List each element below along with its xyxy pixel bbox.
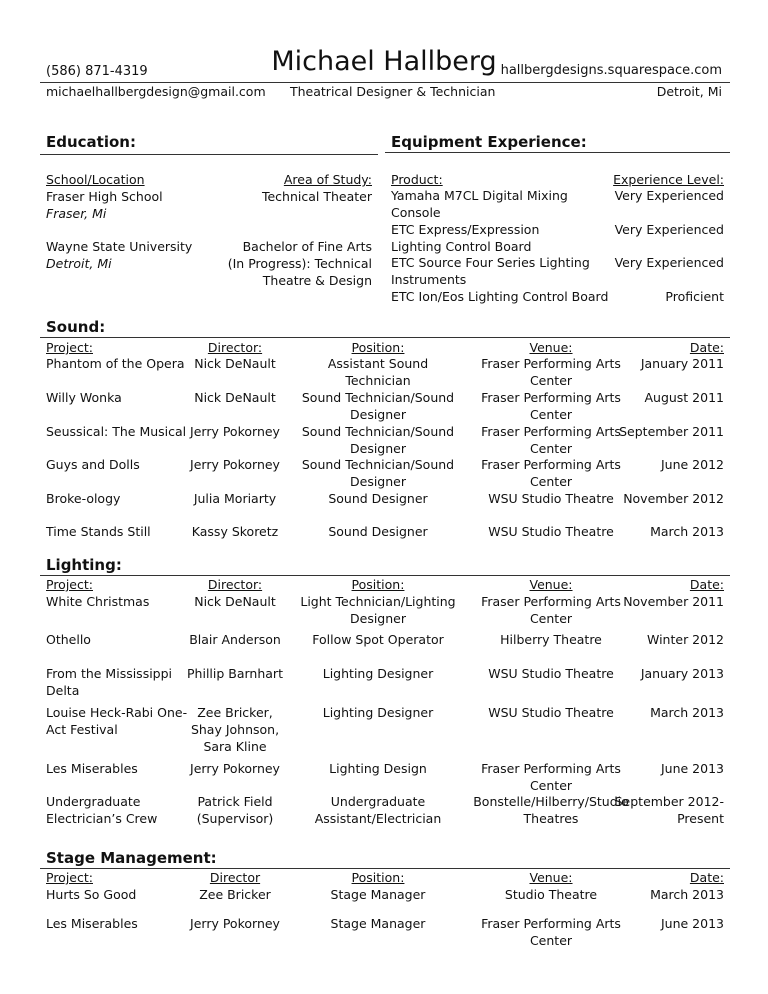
lighting-position: Lighting Designer [322,666,434,681]
stage-project: Hurts So Good [46,887,137,902]
lighting-director: Jerry Pokorney [190,761,280,776]
lighting-venue: Fraser Performing Arts Center [481,761,621,793]
sound-date: June 2012 [660,457,724,472]
stage-date: June 2013 [660,916,724,931]
sound-venue: WSU Studio Theatre [488,491,614,506]
lighting-date: September 2012- Present [614,794,724,826]
sound-project: Time Stands Still [46,524,151,539]
lighting-venue: Fraser Performing Arts Center [481,594,621,626]
sound-position: Sound Technician/Sound Designer [301,457,455,489]
lighting-director: Phillip Barnhart [187,666,283,681]
sound-project: Broke-ology [46,491,121,506]
sound-heading: Sound: [46,318,106,336]
lighting-venue: Hilberry Theatre [500,632,602,647]
stage-col-venue: Venue: [529,870,573,885]
lighting-director: Zee Bricker, Shay Johnson, Sara Kline [190,705,280,754]
lighting-date: March 2013 [650,705,724,720]
sound-rule [40,337,730,338]
sound-date: January 2011 [640,356,724,371]
sound-col-venue: Venue: [529,340,573,355]
lighting-position: Lighting Design [329,761,427,776]
stage-col-project: Project: [46,870,93,885]
job-title: Theatrical Designer & Technician [290,84,496,99]
lighting-project: White Christmas [46,594,150,609]
equipment-level: Very Experienced [614,255,724,270]
stage-director: Zee Bricker [199,887,271,902]
lighting-position: Undergraduate Assistant/Electrician [314,794,442,826]
sound-col-director: Director: [207,340,263,355]
lighting-position: Follow Spot Operator [312,632,444,647]
lighting-position: Lighting Designer [322,705,434,720]
sound-date: September 2011 [619,424,724,439]
equipment-product: Yamaha M7CL Digital Mixing Console [391,188,568,220]
equipment-product: ETC Source Four Series Lighting Instruments [391,255,590,287]
lighting-date: Winter 2012 [647,632,724,647]
lighting-director: Nick DeNault [194,594,276,609]
stage-venue: Studio Theatre [504,887,598,902]
sound-director: Nick DeNault [194,390,276,405]
stage-position: Stage Manager [330,916,426,931]
education-area: Bachelor of Fine Arts (In Progress): Technical Theatre & Design [227,239,372,288]
lighting-col-director: Director: [207,577,263,592]
header-divider [40,82,730,83]
sound-col-position: Position: [351,340,405,355]
sound-project: Guys and Dolls [46,457,140,472]
stage-management-heading: Stage Management: [46,849,217,867]
lighting-date: November 2011 [623,594,724,609]
phone-number: (586) 871-4319 [46,64,148,79]
lighting-date: June 2013 [660,761,724,776]
equipment-level: Very Experienced [614,222,724,237]
sound-director: Kassy Skoretz [191,524,279,539]
lighting-col-venue: Venue: [529,577,573,592]
lighting-director: Patrick Field (Supervisor) [196,794,274,826]
stage-col-date: Date: [689,870,724,885]
sound-director: Jerry Pokorney [190,424,280,439]
equipment-level: Very Experienced [614,188,724,203]
sound-director: Nick DeNault [194,356,276,371]
stage-col-position: Position: [351,870,405,885]
lighting-director: Blair Anderson [189,632,281,647]
sound-col-date: Date: [689,340,724,355]
equipment-product: ETC Ion/Eos Lighting Control Board [391,289,609,304]
lighting-date: January 2013 [640,666,724,681]
education-location: Detroit, Mi [46,256,112,271]
stage-venue: Fraser Performing Arts Center [481,916,621,948]
equipment-heading: Equipment Experience: [391,133,587,151]
lighting-project: From the Mississippi Delta [46,666,173,698]
lighting-heading: Lighting: [46,556,122,574]
education-rule [40,154,378,155]
sound-venue: WSU Studio Theatre [488,524,614,539]
lighting-col-date: Date: [689,577,724,592]
equipment-col-product: Product: [391,172,443,187]
sound-position: Sound Technician/Sound Designer [301,390,455,422]
sound-director: Jerry Pokorney [190,457,280,472]
sound-date: August 2011 [644,390,724,405]
education-area: Technical Theater [261,189,372,204]
sound-venue: Fraser Performing Arts Center [481,457,621,489]
lighting-col-position: Position: [351,577,405,592]
equipment-rule [385,152,730,153]
sound-project: Seussical: The Musical [46,424,187,439]
equipment-product: ETC Express/Expression Lighting Control Board [391,222,540,254]
lighting-project: Louise Heck-Rabi One-Act Festival [46,705,188,737]
location: Detroit, Mi [656,84,722,99]
stage-director: Jerry Pokorney [190,916,280,931]
lighting-project: Les Miserables [46,761,138,776]
education-heading: Education: [46,133,136,151]
lighting-venue: WSU Studio Theatre [488,705,614,720]
sound-date: November 2012 [623,491,724,506]
education-col-school: School/Location [46,172,145,187]
stage-position: Stage Manager [330,887,426,902]
stage-project: Les Miserables [46,916,138,931]
lighting-col-project: Project: [46,577,93,592]
email-link[interactable]: michaelhallbergdesign@gmail.com [46,84,266,99]
sound-project: Phantom of the Opera [46,356,185,371]
sound-position: Sound Technician/Sound Designer [301,424,455,456]
lighting-project: Othello [46,632,91,647]
lighting-venue: WSU Studio Theatre [488,666,614,681]
sound-date: March 2013 [650,524,724,539]
equipment-col-level: Experience Level: [613,172,724,187]
education-school: Wayne State University [46,239,193,254]
lighting-project: Undergraduate Electrician’s Crew [46,794,158,826]
resume-name: Michael Hallberg [271,46,497,77]
stage-date: March 2013 [650,887,724,902]
website-link[interactable]: hallbergdesigns.squarespace.com [500,63,722,78]
sound-project: Willy Wonka [46,390,122,405]
lighting-venue: Bonstelle/Hilberry/Studio Theatres [473,794,629,826]
sound-position: Sound Designer [328,524,428,539]
sound-position: Assistant Sound Technician [327,356,429,388]
education-col-area: Area of Study: [283,172,372,187]
stage-col-director: Director [209,870,261,885]
education-location: Fraser, Mi [46,206,107,221]
education-school: Fraser High School [46,189,163,204]
sound-venue: Fraser Performing Arts Center [481,356,621,388]
equipment-level: Proficient [665,289,724,304]
sound-venue: Fraser Performing Arts Center [481,424,621,456]
sound-director: Julia Moriarty [193,491,277,506]
sound-venue: Fraser Performing Arts Center [481,390,621,422]
sound-col-project: Project: [46,340,93,355]
lighting-position: Light Technician/Lighting Designer [300,594,456,626]
sound-position: Sound Designer [328,491,428,506]
